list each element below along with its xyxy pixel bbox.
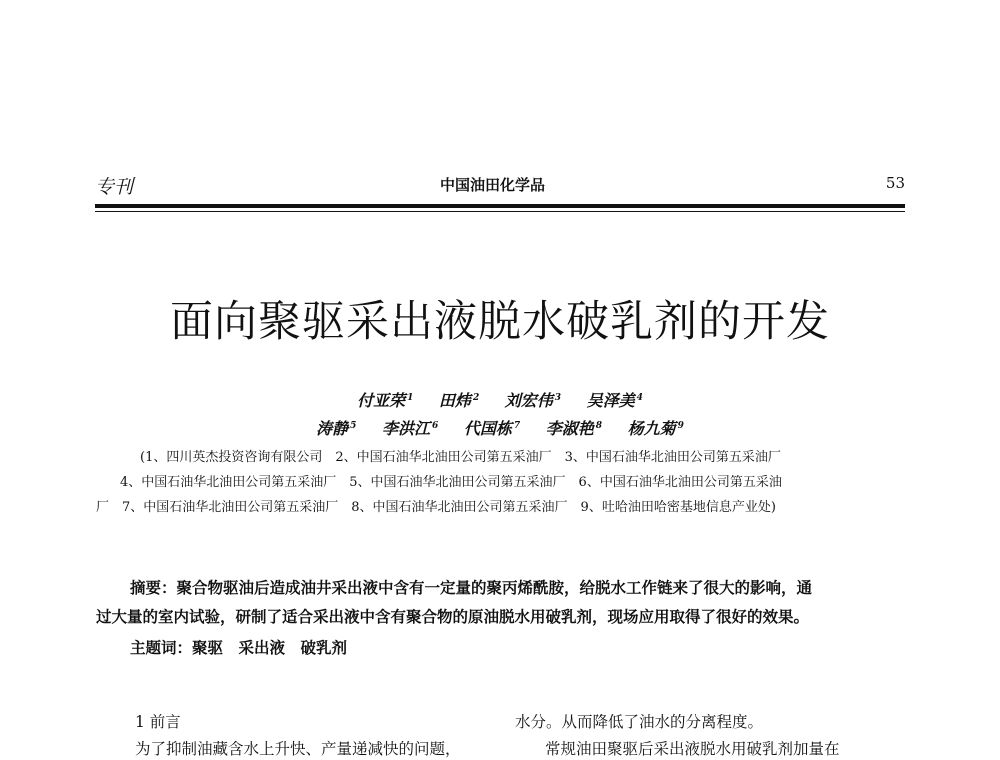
paper-title: 面向聚驱采出液脱水破乳剂的开发 — [170, 297, 830, 347]
author: 代国栋 $^7$ — [463, 419, 521, 438]
author: 田炜 $^2$ — [438, 391, 480, 410]
authors-line-2 — [0, 416, 1000, 439]
journal-header — [95, 172, 905, 200]
abstract-line: 过大量的室内试验，研制了适合采出液中含有聚合物的原油脱水用破乳剂，现场应用取得了很好的效果。 — [96, 607, 810, 626]
author: 杨九菊 $^9$ — [627, 419, 684, 438]
author: 涛静 $^5$ — [316, 419, 357, 438]
abstract-line: 摘要：聚合物驱油后造成油井采出液中含有一定量的聚丙烯酰胺，给脱水工作链来了很大的影响，通 — [130, 578, 813, 597]
author: 李淑艳 $^8$ — [545, 419, 602, 438]
section-heading: 1 前言 — [135, 713, 181, 731]
keywords: 主题词：聚驱 采出液 破乳剂 — [130, 638, 348, 657]
author: 吴泽美 $^4$ — [586, 391, 643, 410]
page-number: 53 — [885, 174, 905, 192]
header-rule-thick — [95, 204, 905, 208]
author: 付亚荣 $^1$ — [357, 391, 414, 410]
affiliation-line: 4、中国石油华北油田公司第五采油厂 5、中国石油华北油田公司第五采油厂 6、中国石油华北油田公司第五采油 — [120, 475, 782, 490]
author: 刘宏伟 $^3$ — [504, 391, 562, 410]
affiliation-line: (1、四川英杰投资咨询有限公司 2、中国石油华北油田公司第五采油厂 3、中国石油华北油田公司第五采油厂 — [140, 450, 781, 465]
header-rule-thin — [95, 211, 905, 212]
body-text-left: 为了抑制油藏含水上升快、产量递减快的问题， — [135, 740, 461, 758]
body-text-right: 水分。从而降低了油水的分离程度。 — [515, 713, 764, 731]
body-text-right: 常规油田聚驱后采出液脱水用破乳剂加量在 — [545, 740, 840, 758]
author: 李洪江 $^6$ — [382, 419, 439, 438]
journal-section: 专刊 — [95, 176, 134, 198]
affiliation-line: 厂 7、中国石油华北油田公司第五采油厂 8、中国石油华北油田公司第五采油厂 9、吐哈油田哈密基地信息产业处) — [96, 500, 776, 515]
journal-name: 中国油田化学品 — [440, 176, 546, 194]
authors-line-1 — [0, 388, 1000, 411]
